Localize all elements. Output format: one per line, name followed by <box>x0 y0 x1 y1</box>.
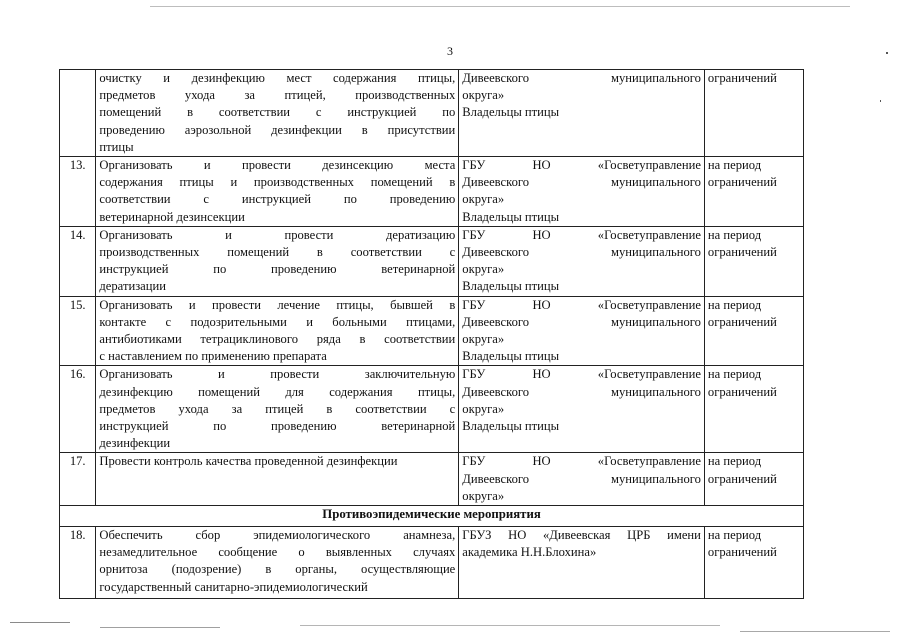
table-row <box>60 527 804 599</box>
term-line: на период <box>707 454 762 469</box>
responsible-line: ГБУ НО «Госветуправление <box>462 297 701 312</box>
section-title: Противоэпидемические мероприятия <box>60 506 804 527</box>
responsible-line: Дивеевского муниципального <box>462 314 701 329</box>
responsible-line: ГБУ НО «Госветуправление <box>462 367 701 382</box>
action-cell-line: с наставлением по применению препарата <box>99 349 327 364</box>
row-number: 16. <box>60 366 96 453</box>
scan-line-bottom-3 <box>300 625 720 626</box>
term-line: ограничений <box>707 384 777 399</box>
row-number: 14. <box>60 226 96 296</box>
responsible-line: Дивеевского муниципального <box>462 471 701 486</box>
table-row <box>60 296 804 366</box>
action-cell <box>96 453 459 506</box>
responsible-cell <box>459 70 705 157</box>
table-row <box>60 157 804 227</box>
responsible-line: округа» <box>462 192 505 207</box>
action-cell-line: проведению аэрозольной дезинфекции в присутствии <box>99 122 456 137</box>
action-cell-line: дератизации <box>99 279 166 294</box>
term-line: ограничений <box>707 245 777 260</box>
responsible-line: Владельцы птицы <box>462 349 560 364</box>
responsible-cell <box>459 296 705 366</box>
term-cell <box>704 527 803 599</box>
scan-line-bottom-1 <box>10 622 70 623</box>
responsible-line: ГБУ НО «Госветуправление <box>462 227 701 242</box>
action-cell-line: незамедлительное сообщение о выявленных случаях <box>99 545 456 560</box>
page-number: 3 <box>447 44 453 58</box>
responsible-line: ГБУ НО «Госветуправление <box>462 158 701 173</box>
term-line: ограничений <box>707 545 777 560</box>
term-cell <box>704 366 803 453</box>
action-cell-line: орнитоза (подозрение) в органы, осуществляющие <box>99 562 456 577</box>
term-line: на период <box>707 227 762 242</box>
scan-speck <box>880 100 881 102</box>
action-cell-line: контакте с подозрительными и больными птицами, <box>99 314 456 329</box>
responsible-line: Владельцы птицы <box>462 419 560 434</box>
action-cell <box>96 70 459 157</box>
action-cell-line: Организовать и провести заключительную <box>99 367 456 382</box>
action-cell-line: дезинфекцию помещений для содержания птицы, <box>99 384 456 399</box>
responsible-line: Дивеевского муниципального <box>462 384 701 399</box>
table-row <box>60 366 804 453</box>
term-line: ограничений <box>707 314 777 329</box>
section-row <box>60 506 804 527</box>
term-cell <box>704 296 803 366</box>
term-line: на период <box>707 528 762 543</box>
term-cell <box>704 70 803 157</box>
measures-table <box>59 69 804 599</box>
action-cell-line: инструкцией по проведению ветеринарной <box>99 262 456 277</box>
table-row <box>60 226 804 296</box>
term-cell <box>704 453 803 506</box>
action-cell-line: Организовать и провести дезинсекцию места <box>99 158 456 173</box>
row-number <box>60 70 96 157</box>
responsible-line: округа» <box>462 88 505 103</box>
term-cell <box>704 157 803 227</box>
responsible-line: ГБУ НО «Госветуправление <box>462 454 701 469</box>
responsible-line: ГБУЗ НО «Дивеевская ЦРБ имени <box>462 528 701 543</box>
responsible-line: округа» <box>462 262 505 277</box>
action-cell <box>96 157 459 227</box>
action-cell-line: дезинфекции <box>99 436 171 451</box>
action-cell <box>96 366 459 453</box>
action-cell <box>96 296 459 366</box>
term-line: ограничений <box>707 71 777 85</box>
action-cell-line: инструкцией по проведению ветеринарной <box>99 419 456 434</box>
action-cell-line: ветеринарной дезинсекции <box>99 209 245 224</box>
responsible-line: Дивеевского муниципального <box>462 245 701 260</box>
responsible-line: Владельцы птицы <box>462 279 560 294</box>
term-line: ограничений <box>707 471 777 486</box>
action-cell-line: Организовать и провести дератизацию <box>99 227 456 242</box>
responsible-cell <box>459 157 705 227</box>
responsible-line: Дивеевского муниципального <box>462 175 701 190</box>
table-row <box>60 70 804 157</box>
responsible-cell <box>459 527 705 599</box>
action-cell-line: Обеспечить сбор эпидемиологического анамнеза, <box>99 528 456 543</box>
action-cell-line: очистку и дезинфекцию мест содержания птицы, <box>99 71 456 85</box>
action-cell-line: государственный санитарно-эпидемиологический <box>99 579 368 594</box>
term-cell <box>704 226 803 296</box>
responsible-line: Владельцы птицы <box>462 105 560 120</box>
term-line: на период <box>707 297 762 312</box>
responsible-cell <box>459 366 705 453</box>
responsible-line: Владельцы птицы <box>462 209 560 224</box>
action-cell-line: антибиотиками тетрациклинового ряда в соответствии <box>99 332 456 347</box>
action-cell <box>96 226 459 296</box>
row-number: 18. <box>60 527 96 599</box>
action-cell-line: Организовать и провести лечение птицы, бывшей в <box>99 297 456 312</box>
row-number: 13. <box>60 157 96 227</box>
term-line: на период <box>707 158 762 173</box>
action-cell-line: содержания птицы и производственных помещений в <box>99 175 456 190</box>
action-cell-line: предметов ухода за птицей в соответствии с <box>99 401 456 416</box>
scan-line-top <box>150 6 850 7</box>
action-cell <box>96 527 459 599</box>
table-body <box>60 70 804 599</box>
responsible-line: академика Н.Н.Блохина» <box>462 545 597 560</box>
responsible-cell <box>459 226 705 296</box>
action-cell-line: Провести контроль качества проведенной дезинфекции <box>99 454 398 469</box>
action-cell-line: производственных помещений в соответствии с <box>99 245 456 260</box>
term-line: ограничений <box>707 175 777 190</box>
row-number: 17. <box>60 453 96 506</box>
action-cell-line: предметов ухода за птицей, производственных <box>99 88 456 103</box>
action-cell-line: соответствии с инструкцией по проведению <box>99 192 456 207</box>
scan-line-bottom-4 <box>740 631 890 632</box>
responsible-line: Дивеевского муниципального <box>462 71 701 85</box>
responsible-line: округа» <box>462 401 505 416</box>
action-cell-line: птицы <box>99 139 134 154</box>
scan-speck <box>886 52 888 54</box>
action-cell-line: помещений в соответствии с инструкцией по <box>99 105 456 120</box>
responsible-line: округа» <box>462 332 505 347</box>
table-row <box>60 453 804 506</box>
row-number: 15. <box>60 296 96 366</box>
scan-line-bottom-2 <box>100 627 220 628</box>
responsible-line: округа» <box>462 488 505 503</box>
term-line: на период <box>707 367 762 382</box>
responsible-cell <box>459 453 705 506</box>
